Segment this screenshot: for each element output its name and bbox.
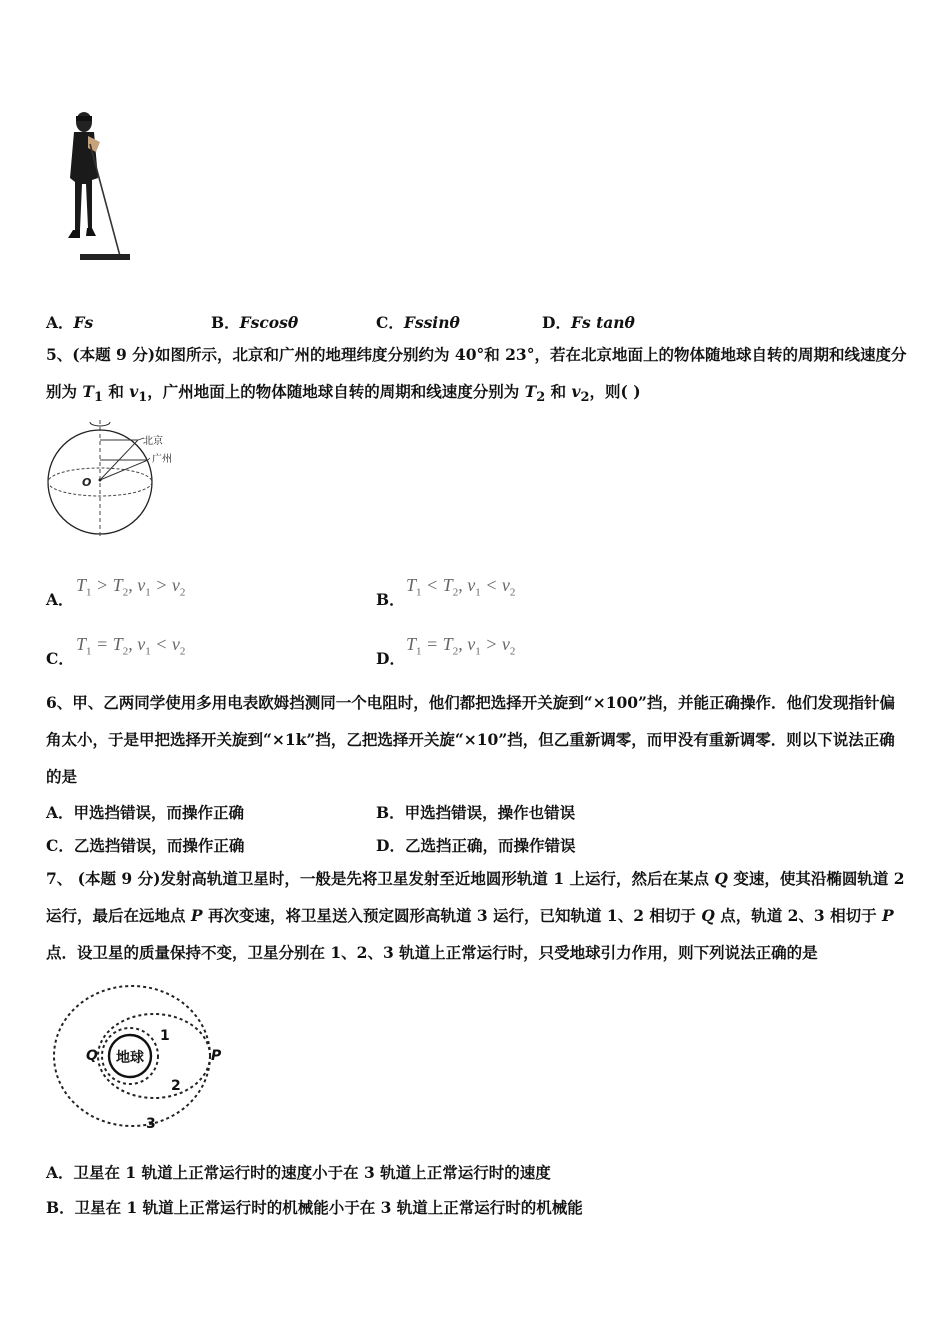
- option-letter: D．: [542, 313, 571, 332]
- option-letter: D．: [376, 836, 405, 855]
- option-expression: Fscosθ: [239, 313, 299, 332]
- q5-option-d-formula: $T_1 = T_2$, $v_1 > v_2$: [406, 634, 516, 658]
- q6-option-c[interactable]: [46, 834, 244, 856]
- orbit-2-label: 2: [171, 1078, 181, 1094]
- q-point-label: Q: [86, 1048, 98, 1064]
- q5-option-c-formula: $T_1 = T_2$, $v_1 < v_2$: [76, 634, 186, 658]
- orbits-figure: [50, 980, 230, 1140]
- option-letter: B．: [376, 803, 405, 822]
- option-letter: C．: [46, 836, 74, 855]
- option-text: 乙选挡正确，而操作错误: [404, 836, 576, 855]
- option-text: 卫星在 1 轨道上正常运行时的机械能小于在 3 轨道上正常运行时的机械能: [74, 1198, 583, 1217]
- orbit-3-label: 3: [146, 1116, 156, 1132]
- option-letter: B．: [376, 590, 405, 609]
- q4-option-b[interactable]: [211, 311, 298, 333]
- option-text: 甲选挡错误，操作也错误: [404, 803, 576, 822]
- q5-option-a-formula: $T_1 > T_2$, $v_1 > v_2$: [76, 575, 186, 599]
- option-text: 甲选挡错误，而操作正确: [73, 803, 245, 822]
- q6-option-d[interactable]: [376, 834, 575, 856]
- q6-stem: 6、甲、乙两同学使用多用电表欧姆挡测同一个电阻时，他们都把选择开关旋到“×100”挡，并能正确操作．他们发现指针偏角太小，于是甲把选择开关旋到“×1k”挡，乙把选择开关旋“×10”挡，但乙重新调零，而甲没有重新调零．则以下说法正确的是: [46, 693, 895, 786]
- option-expression: Fs tanθ: [570, 313, 635, 332]
- option-expression: Fssinθ: [403, 313, 460, 332]
- option-text: 乙选挡错误，而操作正确: [73, 836, 245, 855]
- q5-option-b-formula: $T_1 < T_2$, $v_1 < v_2$: [406, 575, 516, 599]
- p-point-label: P: [211, 1048, 222, 1064]
- orbit-1-label: 1: [160, 1028, 170, 1044]
- option-letter: C．: [46, 649, 74, 668]
- q5-stem: 5、(本题 9 分)如图所示，北京和广州的地理纬度分别约为 40°和 23°，若在北京地面上的物体随地球自转的周期和线速度分别为 $T_1$ 和 $v_1$，广州地面上的物体随地球自转的周期和线速度分别为 $T_2$ 和 $v_2$，则( ): [46, 345, 907, 406]
- q5-option-b[interactable]: [376, 588, 405, 610]
- option-letter: B．: [211, 313, 240, 332]
- option-letter: A．: [46, 313, 74, 332]
- option-expression: Fs: [73, 313, 94, 332]
- option-letter: D．: [376, 649, 405, 668]
- q7-option-b[interactable]: [46, 1196, 583, 1218]
- option-letter: B．: [46, 1198, 75, 1217]
- mop-person-figure: [62, 108, 142, 270]
- q4-option-a[interactable]: [46, 311, 93, 333]
- option-letter: A．: [46, 590, 74, 609]
- earth-label: 地球: [116, 1050, 144, 1066]
- globe-figure: [46, 414, 186, 538]
- q7-stem: 7、 (本题 9 分)发射高轨道卫星时，一般是先将卫星发射至近地圆形轨道 1 上运行，然后在某点 Q 变速，使其沿椭圆轨道 2 运行，最后在远地点 P 再次变速，将卫星送入预定圆形高轨道 3 运行，已知轨道 1、2 相切于 Q 点，轨道 2、3 相切于 P 点．设卫星的质量保持不变，卫星分别在 1、2、3 轨道上正常运行时，只受地球引力作用，则下列说法正确的是: [46, 869, 905, 962]
- center-label: O: [82, 476, 92, 489]
- guangzhou-label: 广州: [152, 454, 172, 465]
- beijing-label: 北京: [143, 436, 163, 447]
- q4-option-d[interactable]: [542, 311, 635, 333]
- q6-option-a[interactable]: [46, 801, 244, 823]
- option-letter: C．: [376, 313, 404, 332]
- q6-option-b[interactable]: [376, 801, 575, 823]
- option-text: 卫星在 1 轨道上正常运行时的速度小于在 3 轨道上正常运行时的速度: [73, 1163, 551, 1182]
- q5-option-d[interactable]: [376, 647, 405, 669]
- q7-option-a[interactable]: [46, 1161, 551, 1183]
- q5-option-c[interactable]: [46, 647, 74, 669]
- option-letter: A．: [46, 1163, 74, 1182]
- q4-option-c[interactable]: [376, 311, 460, 333]
- q5-option-a[interactable]: [46, 588, 74, 610]
- option-letter: A．: [46, 803, 74, 822]
